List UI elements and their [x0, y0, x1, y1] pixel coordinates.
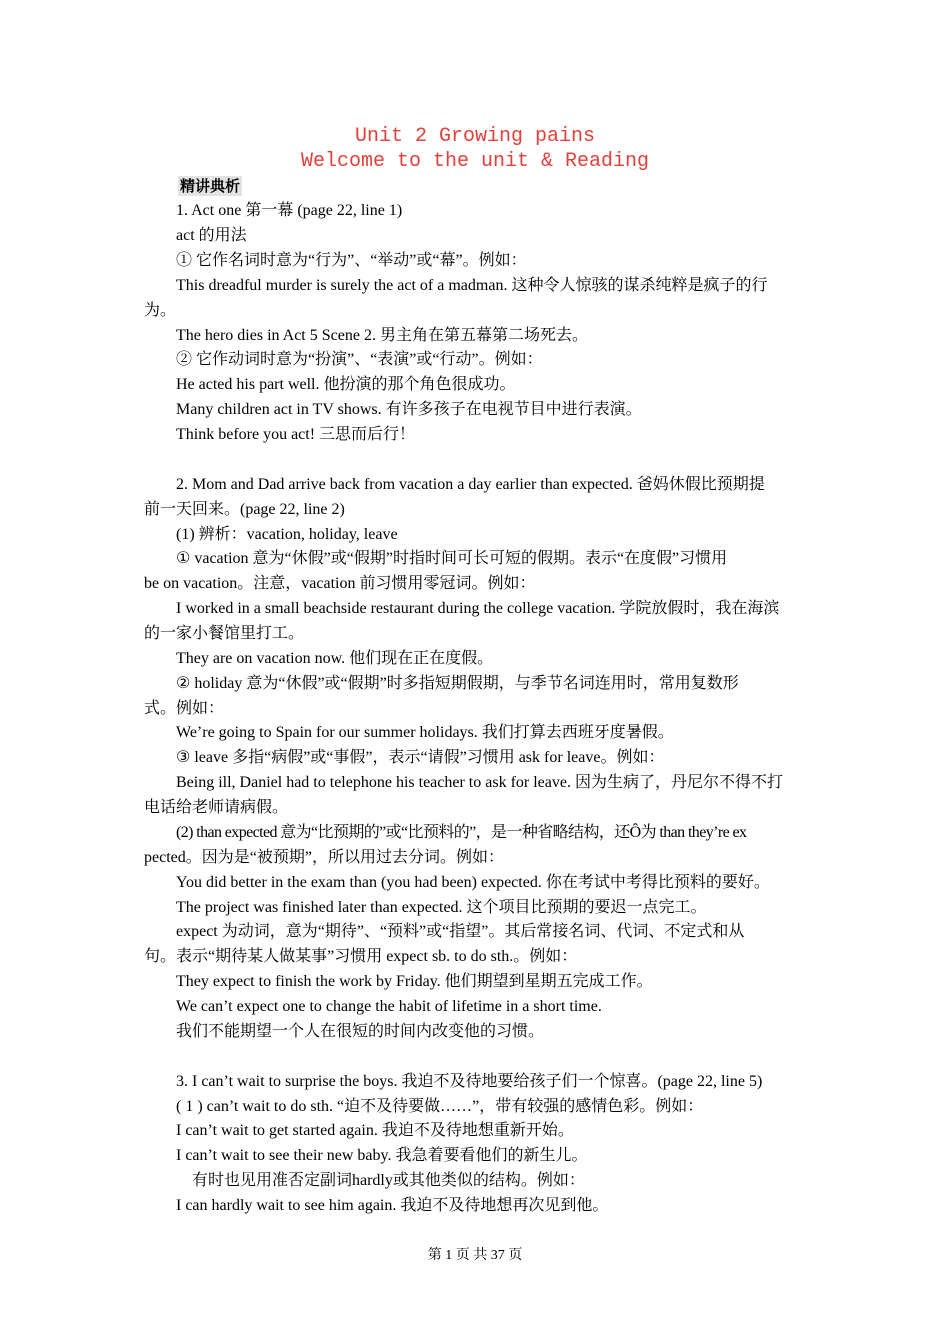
- paragraph-line: act 的用法: [176, 227, 247, 244]
- paragraph-line: The project was finished later than expected. 这个项目比预期的要迟一点完工。: [176, 899, 707, 916]
- paragraph-line: ② 它作动词时意为“扮演”、“表演”或“行动”。例如：: [176, 351, 543, 368]
- paragraph-line: They are on vacation now. 他们现在正在度假。: [176, 650, 494, 667]
- paragraph-line: Many children act in TV shows. 有许多孩子在电视节目中进行表演。: [176, 401, 642, 418]
- paragraph-line: (2) than expected 意为“比预期的”或“比预料的”，是一种省略结构，还Ô为 than they’re ex: [176, 824, 747, 841]
- paragraph-line: The hero dies in Act 5 Scene 2. 男主角在第五幕第二场死去。: [176, 327, 588, 344]
- paragraph-line: 我们不能期望一个人在很短的时间内改变他的习惯。: [176, 1023, 545, 1040]
- paragraph-line: I can’t wait to see their new baby. 我急着要看他们的新生儿。: [176, 1147, 588, 1164]
- paragraph-line: You did better in the exam than (you had been) expected. 你在考试中考得比预料的要好。: [176, 874, 770, 891]
- paragraph-line: 2. Mom and Dad arrive back from vacation a day earlier than expected. 爸妈休假比预期提: [176, 476, 765, 493]
- paragraph-line: 有时也见用准否定副词hardly或其他类似的结构。例如：: [192, 1172, 585, 1189]
- paragraph-line: ② holiday 意为“休假”或“假期”时多指短期假期，与季节名词连用时，常用复数形: [176, 675, 739, 692]
- paragraph-line: We can’t expect one to change the habit of lifetime in a short time.: [176, 998, 602, 1015]
- document-title: Unit 2 Growing pains: [354, 125, 596, 148]
- paragraph-line: 句。表示“期待某人做某事”习惯用 expect sb. to do sth.。例如：: [144, 948, 578, 965]
- paragraph-line: (1) 辨析：vacation, holiday, leave: [176, 526, 398, 543]
- paragraph-line: 1. Act one 第一幕 (page 22, line 1): [176, 202, 403, 219]
- paragraph-line: 的一家小餐馆里打工。: [144, 625, 305, 642]
- paragraph-line: They expect to finish the work by Friday. 他们期望到星期五完成工作。: [176, 973, 653, 990]
- paragraph-line: I worked in a small beachside restaurant during the college vacation. 学院放假时，我在海滨: [176, 600, 780, 617]
- paragraph-line: 3. I can’t wait to surprise the boys. 我迫不及待地要给孩子们一个惊喜。(page 22, line 5): [176, 1073, 763, 1090]
- paragraph-line: 为。: [144, 302, 177, 319]
- paragraph-line: be on vacation。注意，vacation 前习惯用零冠词。例如：: [144, 575, 536, 592]
- paragraph-line: We’re going to Spain for our summer holidays. 我们打算去西班牙度暑假。: [176, 724, 674, 741]
- paragraph-line: I can’t wait to get started again. 我迫不及待地想重新开始。: [176, 1122, 574, 1139]
- section-heading: 精讲典析: [180, 177, 241, 195]
- paragraph-line: 式。例如：: [144, 700, 225, 717]
- paragraph-line: expect 为动词，意为“期待”、“预料”或“指望”。其后常接名词、代词、不定式和从: [176, 923, 745, 940]
- page-footer: 第 1 页 共 37 页: [427, 1248, 523, 1263]
- paragraph-line: pected。因为是“被预期”，所以用过去分词。例如：: [144, 849, 504, 866]
- paragraph-line: Think before you act! 三思而后行！: [176, 426, 416, 443]
- paragraph-line: ( 1 ) can’t wait to do sth. “迫不及待要做……”，带有较强的感情色彩。例如：: [176, 1098, 704, 1115]
- paragraph-line: ① 它作名词时意为“行为”、“举动”或“幕”。例如：: [176, 252, 527, 269]
- paragraph-line: He acted his part well. 他扮演的那个角色很成功。: [176, 376, 516, 393]
- paragraph-line: 电话给老师请病假。: [144, 799, 289, 816]
- paragraph-line: 前一天回来。(page 22, line 2): [144, 501, 345, 518]
- document-subtitle: Welcome to the unit & Reading: [300, 150, 650, 173]
- paragraph-line: Being ill, Daniel had to telephone his teacher to ask for leave. 因为生病了，丹尼尔不得不打: [176, 774, 783, 791]
- paragraph-line: This dreadful murder is surely the act of a madman. 这种令人惊骇的谋杀纯粹是疯子的行: [176, 277, 768, 294]
- paragraph-line: ③ leave 多指“病假”或“事假”，表示“请假”习惯用 ask for leave。例如：: [176, 749, 665, 766]
- paragraph-line: ① vacation 意为“休假”或“假期”时指时间可长可短的假期。表示“在度假”习惯用: [176, 550, 728, 567]
- paragraph-line: I can hardly wait to see him again. 我迫不及待地想再次见到他。: [176, 1197, 609, 1214]
